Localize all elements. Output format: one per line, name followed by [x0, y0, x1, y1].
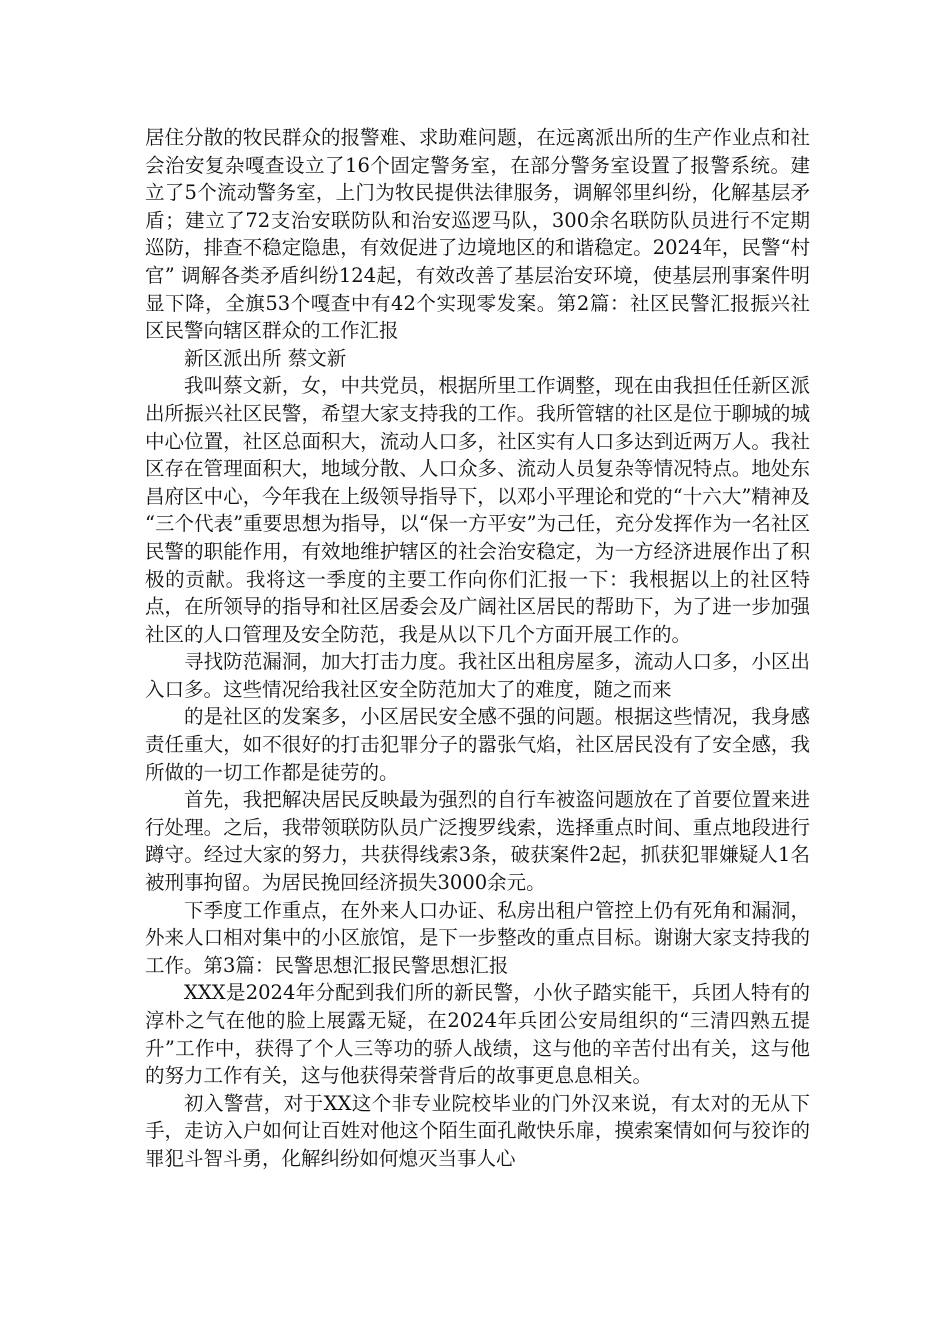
paragraph: 初入警营，对于XX这个非专业院校毕业的门外汉来说，有太对的无从下手，走访入户如何让百姓对他这个陌生面孔敞快乐扉，摸索案情如何与狡诈的罪犯斗智斗勇，化解纠纷如何熄灭当事人心 [145, 1091, 810, 1170]
document-body [145, 124, 810, 1173]
paragraph: 寻找防范漏洞，加大打击力度。我社区出租房屋多，流动人口多，小区出入口多。这些情况给我社区安全防范加大了的难度，随之而来 [145, 650, 810, 701]
paragraph: 居住分散的牧民群众的报警难、求助难问题，在远离派出所的生产作业点和社会治安复杂嘎查设立了16个固定警务室，在部分警务室设置了报警系统。建立了5个流动警务室，上门为牧民提供法律服务，调解邻里纠纷，化解基层矛盾；建立了72支治安联防队和治安巡逻马队，300余名联防队员进行不定期巡防，排查不稳定隐患，有效促进了边境地区的和谐稳定。2024年，民警“村官” 调解各类矛盾纠纷124起，有效改善了基层治安环境，使基层刑事案件明显下降，全旗53个嘎查中有42个实现零发案。第2篇：社区民警汇报振兴社区民警向辖区群众的工作汇报 [145, 126, 810, 343]
paragraph: 的是社区的发案多，小区居民安全感不强的问题。根据这些情况，我身感责任重大，如不很好的打击犯罪分子的嚣张气焰，社区居民没有了安全感，我所做的一切工作都是徒劳的。 [145, 705, 810, 784]
paragraph: 新区派出所 蔡文新 [184, 346, 347, 370]
paragraph: 首先，我把解决居民反映最为强烈的自行车被盗问题放在了首要位置来进行处理。之后，我带领联防队员广泛搜罗线索，选择重点时间、重点地段进行蹲守。经过大家的努力，共获得线索3条，破获案件2起，抓获犯罪嫌疑人1名被刑事拘留。为居民挽回经济损失3000余元。 [145, 788, 810, 895]
paragraph: 下季度工作重点，在外来人口办证、私房出租户管控上仍有死角和漏洞，外来人口相对集中的小区旅馆，是下一步整改的重点目标。谢谢大家支持我的工作。第3篇：民警思想汇报民警思想汇报 [145, 898, 810, 977]
paragraph: XXX是2024年分配到我们所的新民警，小伙子踏实能干，兵团人特有的淳朴之气在他的脸上展露无疑，在2024年兵团公安局组织的“三清四熟五提升”工作中，获得了个人三等功的骄人战绩，这与他的辛苦付出有关，这与他的努力工作有关，这与他获得荣誉背后的故事更息息相关。 [145, 981, 810, 1088]
paragraph: 我叫蔡文新，女，中共党员，根据所里工作调整，现在由我担任任新区派出所振兴社区民警，希望大家支持我的工作。我所管辖的社区是位于聊城的城中心位置，社区总面积大，流动人口多，社区实有人口多达到近两万人。我社区存在管理面积大，地域分散、人口众多、流动人员复杂等情况特点。地处东昌府区中心，今年我在上级领导指导下，以邓小平理论和党的“十六大”精神及 “三个代表”重要思想为指导，以“保一方平安”为己任，充分发挥作为一名社区民警的职能作用，有效地维护辖区的社会治安稳定，为一方经济进展作出了积极的贡献。我将这一季度的主要工作向你们汇报一下：我根据以上的社区特点，在所领导的指导和社区居委会及广阔社区居民的帮助下，为了进一步加强社区的人口管理及安全防范，我是从以下几个方面开展工作的。 [145, 374, 810, 646]
